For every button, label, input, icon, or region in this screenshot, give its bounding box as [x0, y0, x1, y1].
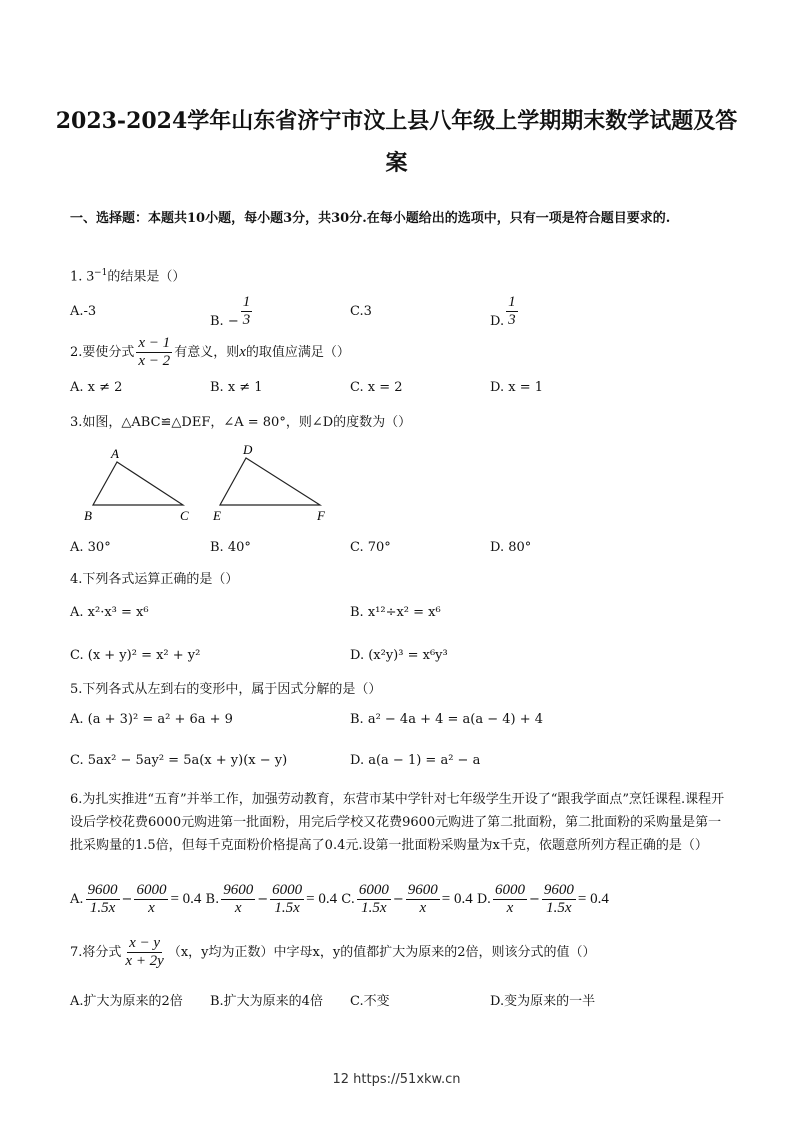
q6-b-label: B.: [205, 892, 220, 907]
q5-option-b: B. a² − 4a + 4 = a(a − 4) + 4: [350, 712, 544, 727]
q6-c-d2: x: [419, 900, 427, 916]
q6-d-frac1: [493, 882, 527, 917]
label-c: C: [180, 508, 189, 523]
q6-b-frac2: [270, 882, 304, 917]
q1-prefix: 1.: [70, 269, 87, 285]
q6-d-rhs: = 0.4: [577, 891, 609, 907]
q1-exponent: −1: [94, 268, 108, 278]
q6-c-n1: 6000: [358, 882, 389, 898]
q6-c-frac2: [406, 882, 440, 917]
q6-d-d1: x: [506, 900, 514, 916]
q1-b-den: 3: [242, 312, 251, 328]
q6-c-rhs: = 0.4: [441, 891, 473, 907]
q6-b-d2: 1.5x: [274, 900, 300, 916]
q1-d-num: 1: [508, 294, 516, 310]
q7-prefix: 7.将分式: [70, 945, 122, 960]
q2-option-d: D. x = 1: [490, 380, 543, 395]
question-5: 5.下列各式从左到右的变形中，属于因式分解的是（）: [70, 682, 382, 697]
label-a: A: [111, 446, 119, 461]
q6-b-d1: x: [234, 900, 242, 916]
q1-base: 3: [86, 268, 95, 285]
q5-option-a: A. (a + 3)² = a² + 6a + 9: [70, 712, 233, 727]
q5-option-d: D. a(a − 1) = a² − a: [350, 753, 481, 768]
q6-b-n1: 9600: [223, 882, 254, 898]
question-6: 6.为扎实推进“五育”并举工作，加强劳动教育，东营市某中学针对七年级学生开设了“跟我学面点”烹饪课程.课程开设后学校花费6000元购进第一批面粉，用完后学校又花费9600元购进了第二批面粉，第二批面粉的采购量是第一批采购量的1.5倍，但每千克面粉价格提高了0.4元.设第一批面粉采购量为x千克，依题意所列方程正确的是（）: [70, 792, 725, 853]
triangle-abc: [93, 462, 183, 505]
q6-a-n1: 9600: [87, 882, 118, 898]
q1-option-a: A.-3: [70, 304, 97, 319]
q6-a-d1: 1.5x: [89, 900, 116, 916]
q7-option-d: D.变为原来的一半: [490, 994, 596, 1009]
q7-num: x − y: [129, 935, 161, 951]
q5-option-c: C. 5ax² − 5ay² = 5a(x + y)(x − y): [70, 753, 288, 768]
q6-option-b: B. $\frac{9600}{x}$ − $\frac{6000}{1.5x}$ = 0.4: [205, 882, 338, 916]
q2-suffix: 有意义，则: [174, 345, 240, 360]
question-3: 3.如图，△ABC≌△DEF，∠A = 80°，则∠D的度数为（）: [70, 415, 412, 430]
q6-d-label: D.: [476, 892, 491, 907]
q7-suffix: （x，y均为正数）中字母x，y的值都扩大为原来的2倍，则该分式的值（）: [167, 945, 596, 960]
q2-var: x: [239, 344, 246, 360]
label-d: D: [243, 442, 253, 457]
q2-option-b: B. x ≠ 1: [210, 380, 263, 395]
q1-d-fraction: [506, 294, 518, 329]
q6-c-n2: 9600: [407, 882, 438, 898]
q6-c-label: C.: [341, 892, 355, 907]
q3-option-d: D. 80°: [490, 540, 532, 555]
q1-suffix: 的结果是（）: [107, 269, 186, 285]
question-4: 4.下列各式运算正确的是（）: [70, 572, 239, 587]
triangle-def: [220, 458, 320, 505]
q1-d-prefix: D.: [490, 314, 505, 329]
q6-option-a: A. $\frac{9600}{1.5x}$ − $\frac{6000}{x}$ = 0.4: [70, 882, 202, 916]
q3-option-a: A. 30°: [70, 540, 111, 555]
q1-d-den: 3: [508, 312, 516, 328]
q6-d-n2: 9600: [543, 882, 574, 898]
q2-option-c: C. x = 2: [350, 380, 403, 395]
question-1: [70, 262, 185, 288]
q3-option-b: B. 40°: [210, 540, 251, 555]
q4-option-b: B. x¹²÷x² = x⁶: [350, 605, 441, 620]
q6-a-frac2: [134, 882, 168, 917]
q6-a-frac1: [86, 882, 120, 917]
q6-option-d: D. $\frac{6000}{x}$ − $\frac{9600}{1.5x}$ = 0.4: [476, 882, 609, 916]
q6-options: [70, 882, 609, 917]
q1-option-b: [210, 294, 254, 329]
q7-den: x + 2y: [125, 953, 164, 969]
q6-d-frac2: [542, 882, 576, 917]
q6-d-n1: 6000: [494, 882, 525, 898]
page-title-line-1: 2023-2024学年山东省济宁市汶上县八年级上学期期末数学试题及答: [55, 108, 738, 134]
q6-d-d2: 1.5x: [546, 900, 572, 916]
label-b: B: [84, 508, 92, 523]
q7-fraction: [123, 935, 165, 970]
q6-option-c: C. $\frac{6000}{1.5x}$ − $\frac{9600}{x}$ = 0.4: [341, 882, 473, 916]
q2-suffix2: 的取值应满足（）: [245, 345, 350, 360]
q1-option-c: C.3: [350, 304, 372, 319]
q6-a-rhs: = 0.4: [170, 891, 202, 907]
q1-b-prefix: B. −: [210, 314, 239, 329]
q6-b-n2: 6000: [272, 882, 303, 898]
label-f: F: [317, 508, 325, 523]
page-footer: 12 https://51xkw.cn: [332, 1072, 461, 1087]
q2-fraction: [136, 335, 172, 370]
q4-option-a: A. x²·x³ = x⁶: [70, 605, 149, 620]
q7-option-a: A.扩大为原来的2倍: [70, 994, 183, 1009]
q2-prefix: 2.要使分式: [70, 345, 135, 360]
q7-option-b: B.扩大为原来的4倍: [210, 994, 323, 1009]
q6-b-frac1: [221, 882, 255, 917]
q1-option-d: [490, 294, 520, 329]
triangles-figure: [80, 440, 350, 525]
q6-a-d2: x: [148, 900, 155, 916]
q4-option-c: C. (x + y)² = x² + y²: [70, 648, 201, 663]
q1-b-fraction: [241, 294, 253, 329]
label-e: E: [213, 508, 221, 523]
question-2: [70, 335, 350, 370]
page-title-line-2: 案: [385, 150, 408, 176]
question-7: [70, 935, 595, 970]
q2-option-a: A. x ≠ 2: [70, 380, 123, 395]
section-heading: 一、选择题：本题共10小题，每小题3分，共30分.在每小题给出的选项中，只有一项是符合题目要求的.: [70, 211, 671, 226]
q6-b-rhs: = 0.4: [306, 891, 338, 907]
q2-num: x − 1: [138, 335, 171, 351]
q6-c-d1: 1.5x: [361, 900, 387, 916]
q2-den: x − 2: [138, 353, 171, 369]
q6-a-label: A.: [70, 892, 84, 907]
q3-option-c: C. 70°: [350, 540, 391, 555]
q6-a-n2: 6000: [136, 882, 167, 898]
q7-option-c: C.不变: [350, 994, 390, 1009]
q1-b-num: 1: [242, 294, 251, 310]
q4-option-d: D. (x²y)³ = x⁶y³: [350, 648, 448, 663]
q6-c-frac1: [357, 882, 391, 917]
